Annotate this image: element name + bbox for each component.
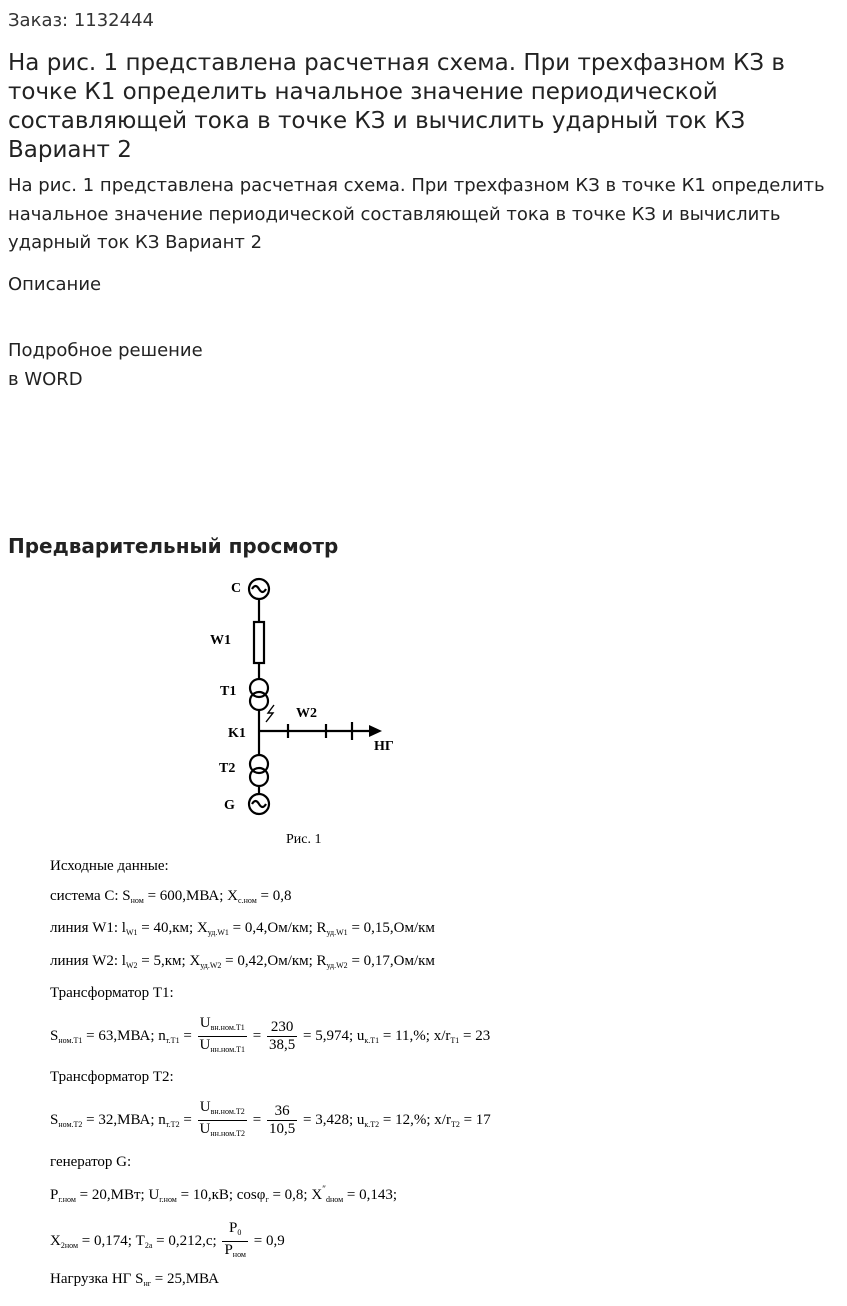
formula-part: = 0,4,Ом/км; R: [228, 920, 327, 936]
transformer-t1-winding: [250, 692, 268, 710]
formula-part: ном: [232, 1250, 246, 1259]
formula-part: W2: [125, 961, 138, 970]
formula-part: г: [265, 1195, 269, 1204]
formula-part: = 5,974; u: [299, 1027, 365, 1044]
short-circuit-icon: [266, 705, 274, 722]
formula-part: нн.ном.Т2: [210, 1129, 246, 1138]
formula-part: = 0,8: [256, 888, 292, 904]
preview-image: [0, 565, 847, 1306]
formula-part: Нагрузка НГ S: [50, 1271, 144, 1287]
formula-part: = 40,км; X: [137, 920, 208, 936]
formula-part: = 20,МВт; U: [75, 1187, 160, 1203]
formula-part: 2а: [144, 1240, 153, 1250]
formula-part: с.ном: [238, 896, 257, 905]
data-gen-heading: генератор G:: [50, 1154, 132, 1170]
formula-part: система С: S: [50, 888, 131, 904]
formula-part: г.ном: [58, 1195, 76, 1204]
data-t1-heading: Трансформатор Т1:: [50, 985, 174, 1001]
formula-part: = 0,8; X: [268, 1187, 323, 1203]
formula-part: 2ном: [60, 1240, 79, 1250]
formula-part: уд.W1: [326, 928, 348, 937]
formula-part: = 0,174; T: [78, 1232, 145, 1249]
page-title: На рис. 1 представлена расчетная схема. При трехфазном КЗ в точке К1 определить начальное значение периодической составляющей тока в точке КЗ и вычислить ударный ток КЗ Вариант 2: [8, 50, 785, 163]
formula-part: = 0,143;: [343, 1187, 398, 1203]
formula-part: к.Т2: [364, 1119, 380, 1129]
formula-part: [222, 1242, 248, 1263]
transformer-t2-winding: [250, 768, 268, 786]
formula-part: вн.ном.Т1: [210, 1023, 245, 1032]
arrow-icon: [369, 725, 382, 737]
formula-part: = 0,9: [250, 1232, 285, 1249]
formula-part: = 32,МВА; n: [82, 1111, 166, 1128]
formula-part: 0: [237, 1228, 242, 1237]
data-t1: [50, 1015, 490, 1058]
formula-part: вн.ном.Т2: [210, 1107, 245, 1116]
formula-part: U: [199, 1099, 211, 1115]
data-t2: [50, 1099, 491, 1142]
formula-part: = 25,МВА: [151, 1271, 219, 1287]
formula-part: нг: [143, 1279, 151, 1288]
formula-part: [198, 1015, 247, 1058]
order-number: Заказ: 1132444: [8, 10, 154, 31]
formula-part: =: [179, 1111, 196, 1128]
formula-part: ном.Т2: [58, 1119, 83, 1129]
formula-part: 230: [267, 1019, 297, 1037]
formula-part: P: [224, 1242, 233, 1258]
formula-part: = 0,42,Ом/км; R: [221, 953, 327, 969]
formula-part: ном.Т1: [58, 1035, 83, 1045]
data-t2-heading: Трансформатор Т2:: [50, 1069, 174, 1085]
formula-part: =: [179, 1027, 196, 1044]
label-c: С: [231, 581, 242, 596]
generator-g-wave: [252, 801, 266, 807]
label-ng: НГ: [374, 739, 394, 754]
formula-part: т.Т1: [165, 1035, 180, 1045]
formula-part: нн.ном.Т1: [210, 1045, 246, 1054]
label-g: G: [224, 798, 235, 813]
formula-part: S: [50, 1111, 59, 1128]
formula-part: =: [249, 1027, 265, 1044]
description-label: Описание: [8, 274, 102, 295]
data-gen-2: [50, 1220, 285, 1263]
data-line-w1: [50, 920, 435, 937]
line-w1-symbol: [254, 622, 264, 663]
figure-caption: Рис. 1: [286, 832, 322, 847]
formula-part: [222, 1220, 248, 1263]
formula-part: г.ном: [159, 1195, 177, 1204]
formula-part: [198, 1015, 247, 1037]
formula-part: X: [50, 1232, 61, 1249]
formula-part: = 0,212,с;: [152, 1232, 217, 1249]
description-line: Подробное решение: [8, 340, 203, 361]
task-summary: На рис. 1 представлена расчетная схема. При трехфазном КЗ в точке К1 определить начальное значение периодической составляющей тока в точке КЗ и вычислить ударный ток КЗ Вариант 2: [8, 175, 825, 253]
formula-part: [222, 1220, 248, 1242]
formula-part: 36: [267, 1103, 297, 1121]
formula-part: 38,5: [268, 1037, 296, 1053]
formula-part: = 0,15,Ом/км: [347, 920, 435, 936]
formula-part: уд.W2: [326, 961, 348, 970]
data-system: [50, 888, 292, 905]
formula-part: U: [199, 1015, 211, 1031]
formula-part: P: [229, 1220, 238, 1236]
formula-part: ном: [130, 896, 144, 905]
formula-part: =: [249, 1111, 265, 1128]
formula-part: к.Т1: [364, 1035, 380, 1045]
circuit-diagram: [0, 565, 847, 835]
data-line-w2: [50, 953, 435, 970]
formula-part: 10,5: [268, 1121, 296, 1137]
formula-part: = 11,%; x/r: [379, 1027, 451, 1044]
formula-part: [198, 1121, 247, 1142]
formula-part: уд.W2: [200, 961, 222, 970]
formula-part: = 3,428; u: [299, 1111, 365, 1128]
formula-part: [267, 1019, 297, 1054]
label-k1: K1: [228, 726, 246, 741]
label-w1: W1: [210, 633, 231, 648]
formula-part: ″: [322, 1184, 326, 1194]
formula-part: Т2: [450, 1119, 460, 1129]
formula-part: линия W2: l: [50, 953, 126, 969]
formula-part: dном: [325, 1195, 344, 1204]
formula-part: P: [50, 1187, 59, 1203]
label-t2: T2: [219, 761, 236, 776]
formula-part: [198, 1099, 247, 1142]
formula-part: Т1: [450, 1035, 460, 1045]
formula-part: т.Т2: [165, 1119, 180, 1129]
formula-part: линия W1: l: [50, 920, 126, 936]
description-body: [8, 336, 203, 394]
formula-part: S: [50, 1027, 59, 1044]
data-heading: Исходные данные:: [50, 858, 169, 874]
formula-part: [198, 1099, 247, 1121]
formula-part: = 10,кВ; cosφ: [176, 1187, 266, 1203]
formula-part: U: [199, 1121, 211, 1137]
preview-heading: Предварительный просмотр: [8, 534, 339, 558]
data-load: [50, 1271, 219, 1288]
formula-part: уд.W1: [207, 928, 229, 937]
formula-part: = 600,МВА; X: [143, 888, 239, 904]
description-line: в WORD: [8, 369, 83, 390]
label-t1: T1: [220, 684, 237, 699]
formula-part: W1: [125, 928, 138, 937]
formula-part: U: [199, 1037, 211, 1053]
source-c-wave: [252, 586, 266, 592]
formula-part: = 12,%; x/r: [379, 1111, 451, 1128]
label-w2: W2: [296, 706, 317, 721]
formula-part: [267, 1103, 297, 1138]
formula-part: = 17: [459, 1111, 491, 1128]
formula-part: = 0,17,Ом/км: [347, 953, 435, 969]
data-gen-1: [50, 1184, 397, 1204]
formula-part: [198, 1037, 247, 1058]
formula-part: = 5,км; X: [137, 953, 201, 969]
formula-part: = 63,МВА; n: [82, 1027, 166, 1044]
formula-part: = 23: [459, 1027, 491, 1044]
